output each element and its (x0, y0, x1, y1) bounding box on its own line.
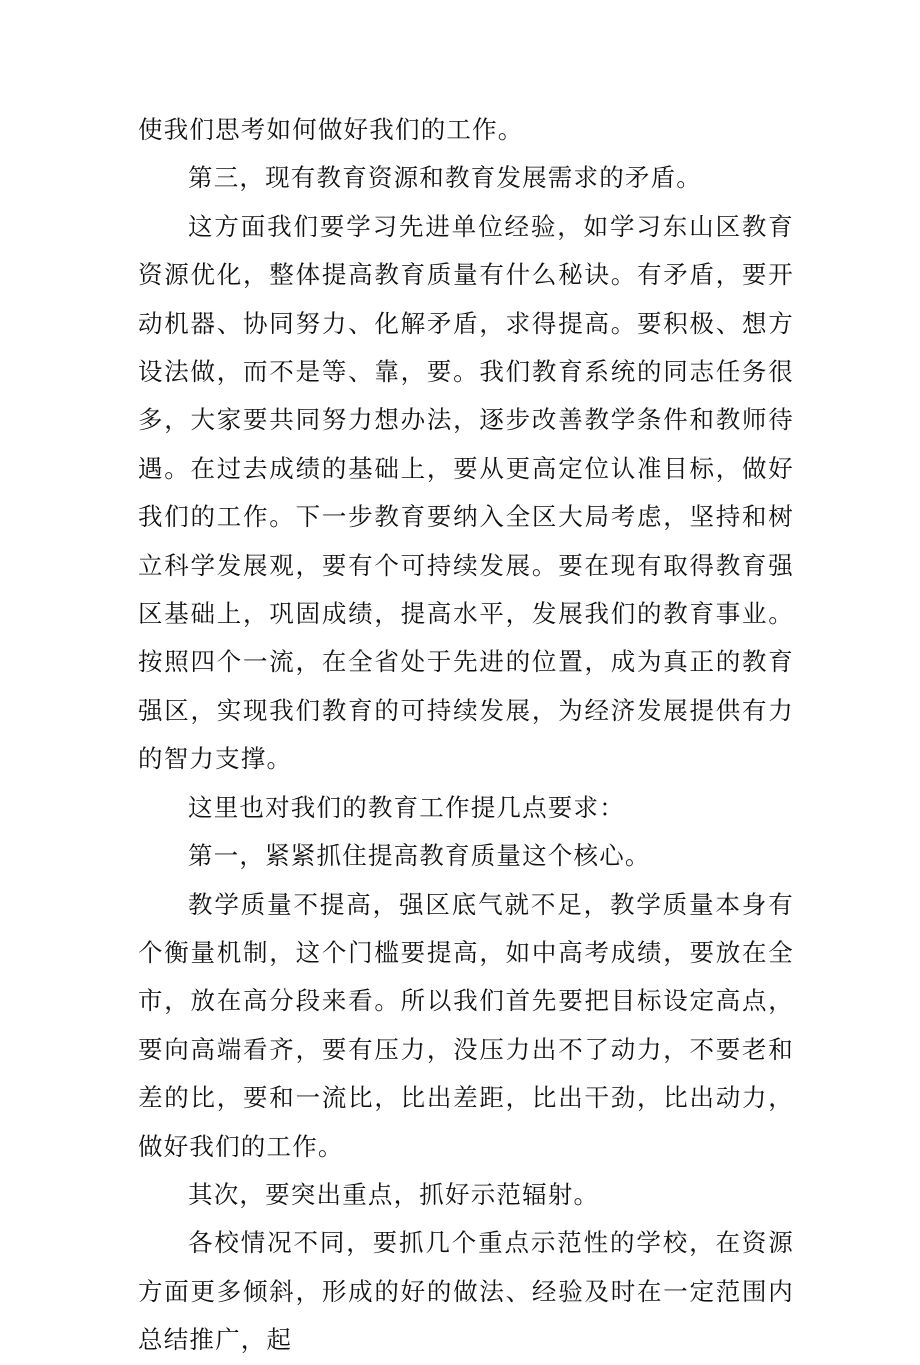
paragraph-6: 教学质量不提高，强区底气就不足，教学质量本身有个衡量机制，这个门槛要提高，如中高考成绩，要放在全市，放在高分段来看。所以我们首先要把目标设定高点，要向高端看齐，要有压力，没压力出不了动力，不要老和差的比，要和一流比，比出差距，比出干劲，比出动力，做好我们的工作。 (138, 889, 794, 1161)
paragraph-3: 这方面我们要学习先进单位经验，如学习东山区教育资源优化，整体提高教育质量有什么秘诀。有矛盾，要开动机器、协同努力、化解矛盾，求得提高。要积极、想方设法做，而不是等、靠，要。我们教育系统的同志任务很多，大家要共同努力想办法，逐步改善教学条件和教师待遇。在过去成绩的基础上，要从更高定位认准目标，做好我们的工作。下一步教育要纳入全区大局考虑，坚持和树立科学发展观，要有个可持续发展。要在现有取得教育强区基础上，巩固成绩，提高水平，发展我们的教育事业。按照四个一流，在全省处于先进的位置，成为真正的教育强区，实现我们教育的可持续发展，为经济发展提供有力的智力支撑。 (138, 211, 794, 774)
paragraph-4: 这里也对我们的教育工作提几点要求： (188, 792, 625, 822)
paragraph-2: 第三，现有教育资源和教育发展需求的矛盾。 (188, 163, 702, 193)
paragraph-7: 其次，要突出重点，抓好示范辐射。 (188, 1179, 600, 1209)
paragraph-8: 各校情况不同，要抓几个重点示范性的学校，在资源方面更多倾斜，形成的好的做法、经验及时在一定范围内总结推广，起 (138, 1228, 794, 1355)
paragraph-1: 使我们思考如何做好我们的工作。 (138, 115, 524, 144)
paragraph-5: 第一，紧紧抓住提高教育质量这个核心。 (188, 841, 651, 871)
document-body (138, 106, 794, 1365)
